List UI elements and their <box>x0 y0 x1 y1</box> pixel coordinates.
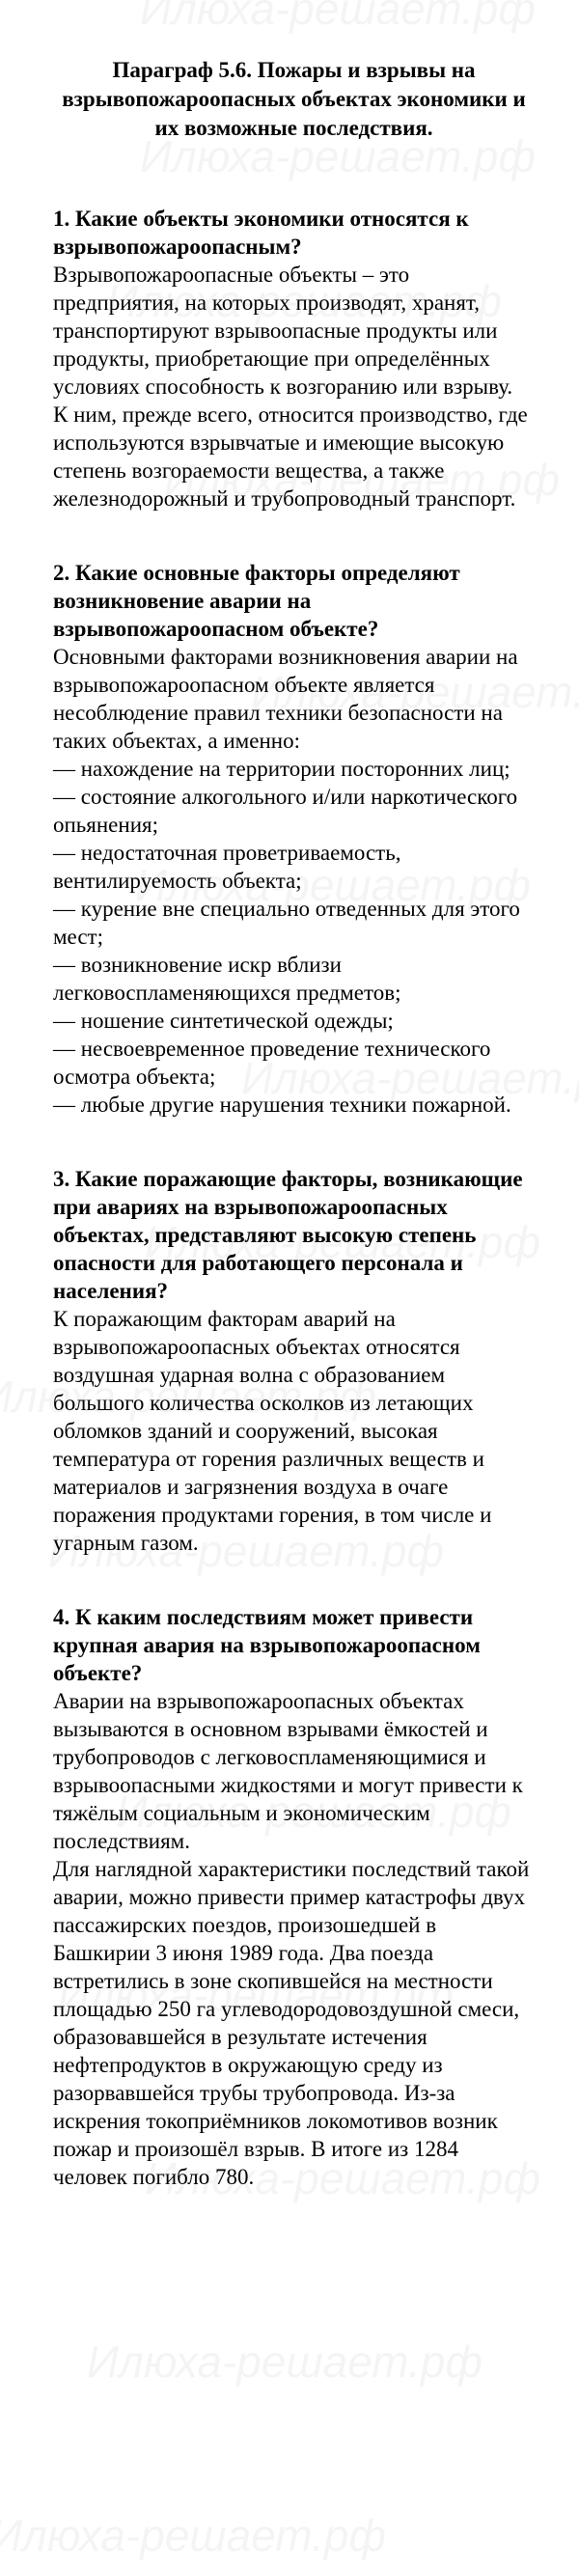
list-item: — нахождение на территории посторонних лиц; <box>53 757 510 781</box>
list-item: — несвоевременное проведение технического осмотра объекта; <box>53 1037 491 1089</box>
watermark-text <box>87 2336 482 2388</box>
list-item: — ношение синтетической одежды; <box>53 1009 394 1033</box>
list-item: — возникновение искр вблизи легковоспламеняющихся предметов; <box>53 953 401 1005</box>
watermark-text <box>0 2509 386 2562</box>
answer-paragraph: Для наглядной характеристики последствий такой аварии, можно привести пример катастрофы двух пассажирских поездов, произошедшей в Башкирии 3 июня 1989 года. Два поезда встретились в зоне скопившейся на местности площадью 250 га углеводородовоздушной смеси, образовавшейся в результате истечения нефтепродуктов в окружающую среду из разорвавшейся трубы трубопровода. Из-за искрения токоприёмников локомотивов возник пожар и произошёл взрыв. В итоге из 1284 человек погибло 780. <box>53 1857 530 2189</box>
list-item: — любые другие нарушения техники пожарной. <box>53 1093 511 1117</box>
section-3 <box>53 1165 535 1557</box>
answer-paragraph: К ним, прежде всего, относится производство, где используются взрывчатые и имеющие высокую степень возгораемости вещества, а также железнодорожный и трубопроводный транспорт. <box>53 402 528 511</box>
section-1 <box>53 205 535 512</box>
section-4 <box>53 1603 535 2191</box>
question-heading: 1. Какие объекты экономики относятся к взрывопожароопасным? <box>53 207 469 259</box>
answer-paragraph: К поражающим факторам аварий на взрывопожароопасных объектах относятся воздушная ударная волна с образованием большого количества осколков из летающих обломков зданий и сооружений, высокая температура от горения различных веществ и материалов и загрязнения воздуха в очаге поражения продуктами горения, в том числе и угарным газом. <box>53 1307 492 1555</box>
document-title: Параграф 5.6. Пожары и взрывы на взрывопожароопасных объектах экономики и их возможные последствия. <box>62 58 526 140</box>
question-heading: 2. Какие основные факторы определяют возникновение аварии на взрывопожароопасном объекте? <box>53 561 460 641</box>
answer-paragraph: Аварии на взрывопожароопасных объектах вызываются в основном взрывами ёмкостей и трубопроводов с легковоспламеняющимися и взрывоопасными жидкостями и могут привести к тяжёлым социальным и экономическим последствиям. <box>53 1689 523 1853</box>
answer-paragraph: Основными факторами возникновения аварии на взрывопожароопасном объекте является несоблюдение правил техники безопасности на таких объектах, а именно: <box>53 645 518 753</box>
question-heading: 3. Какие поражающие факторы, возникающие при авариях на взрывопожароопасных объектах, представляют высокую степень опасности для работающего персонала и населения? <box>53 1167 523 1303</box>
list-item: — недостаточная проветриваемость, вентилируемость объекта; <box>53 841 401 893</box>
section-2 <box>53 559 535 1119</box>
answer-paragraph: Взрывопожароопасные объекты – это предприятия, на которых производят, хранят, транспортируют взрывоопасные продукты или продукты, приобретающие при определённых условиях способность к возгоранию или взрыву. <box>53 263 513 399</box>
list-item: — курение вне специально отведенных для этого мест; <box>53 897 520 949</box>
question-heading: 4. К каким последствиям может привести крупная авария на взрывопожароопасном объекте? <box>53 1605 481 1685</box>
list-item: — состояние алкогольного и/или наркотического опьянения; <box>53 785 518 837</box>
